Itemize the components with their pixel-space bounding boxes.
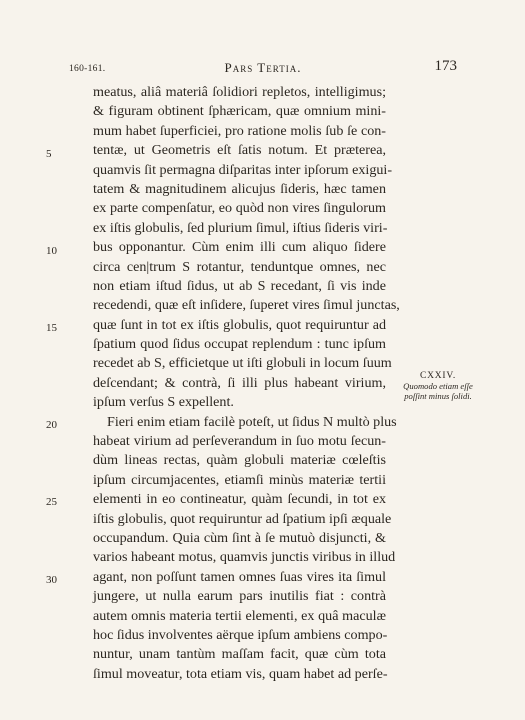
text-line: occupandum. Quia cùm ſint à ſe mutuò disjuncti, & <box>93 529 386 546</box>
page-range: 160-161. <box>69 64 106 74</box>
margin-note-text-line: poſſint minus ſolidi. <box>404 391 472 401</box>
margin-note-text-line: Quomodo etiam eſſe <box>403 381 473 391</box>
text-line: hoc ſidus involventes aërque ipſum ambiens compo- <box>93 626 388 643</box>
text-line: elementi in eo contineatur, quàm ſecundi, in tot ex <box>93 491 386 508</box>
text-line: circa cen|trum S rotantur, tenduntque omnes, nec <box>93 258 386 275</box>
text-line: ex parte compenſatur, eo quòd non vires ſingulorum <box>93 200 386 217</box>
text-line: varios habeant motus, quamvis junctis viribus in illud <box>93 549 396 566</box>
text-line: agant, non poſſunt tamen omnes ſuas vires ita ſimul <box>93 568 386 585</box>
text-line: autem omnis materia tertii elementi, ex quâ maculæ <box>93 607 386 624</box>
text-line: ex iſtis globulis, ſed plurium ſimul, iſtius ſideris viri- <box>93 219 388 236</box>
text-line: deſcendant; & contrà, ſi illi plus habeant virium, <box>93 374 386 391</box>
running-header <box>69 60 457 82</box>
line-number: 10 <box>46 245 57 257</box>
line-number: 20 <box>46 419 57 431</box>
text-line: mum habet ſuperficiei, pro ratione molis ſub ſe con- <box>93 122 386 139</box>
text-line: ipſum verſus S expellent. <box>93 394 234 411</box>
text-line: recedendi, quæ eſt inſidere, ſuperet vires ſimul junctas, <box>93 297 400 314</box>
text-line: tatem & magnitudinem alicujus ſideris, hæc tamen <box>93 180 386 197</box>
line-number: 25 <box>46 496 57 508</box>
margin-note-number: CXXIV. <box>419 371 457 381</box>
text-line: quamvis ſit permagna diſparitas inter ipſorum exigui- <box>93 161 393 178</box>
text-line: habeat virium ad perſeverandum in ſuo motu ſecun- <box>93 433 386 450</box>
main-text-block <box>93 83 400 684</box>
text-line: non etiam iſtud ſidus, ut ab S recedant, ſi vis inde <box>93 277 386 294</box>
text-line: Fieri enim etiam facilè poteſt, ut ſidus N multò plus <box>107 413 397 430</box>
text-line: dùm lineas rectas, quàm globuli materiæ cœleſtis <box>93 452 386 469</box>
text-line: bus opponantur. Cùm enim illi cum aliquo ſidere <box>93 239 386 256</box>
text-line: nuntur, unam tantùm maſſam facit, quæ cùm tota <box>93 646 386 663</box>
line-number: 5 <box>46 148 52 160</box>
text-line: tentæ, ut Geometris eſt ſatis notum. Et præterea, <box>93 142 386 159</box>
running-title: Pars Tertia. <box>224 60 302 75</box>
text-line: recedet ab S, efficietque ut iſti globuli in locum ſuum <box>93 355 392 372</box>
line-number: 15 <box>46 322 57 334</box>
text-line: & figuram obtinent ſphæricam, quæ omnium mini- <box>93 103 386 120</box>
text-line: ipſum circumjacentes, etiamſi minùs materiæ tertii <box>93 471 386 488</box>
text-line: quæ ſunt in tot ex iſtis globulis, quot requiruntur ad <box>93 316 386 333</box>
line-number: 30 <box>46 574 57 586</box>
text-line: ſpatium quod ſidus occupat replendum : tunc ipſum <box>93 336 386 353</box>
page-number: 173 <box>434 58 457 74</box>
text-line: iſtis globulis, quot requiruntur ad ſpatium ipſi æquale <box>93 510 392 527</box>
text-line: jungere, ut nulla earum pars inutilis fiat : contrà <box>93 588 386 605</box>
text-line: ſimul moveatur, tota etiam vis, quam habet ad perſe- <box>93 665 388 682</box>
text-line: meatus, aliâ materiâ ſolidiori repletos, intelligimus; <box>93 84 386 100</box>
margin-note <box>396 371 480 401</box>
